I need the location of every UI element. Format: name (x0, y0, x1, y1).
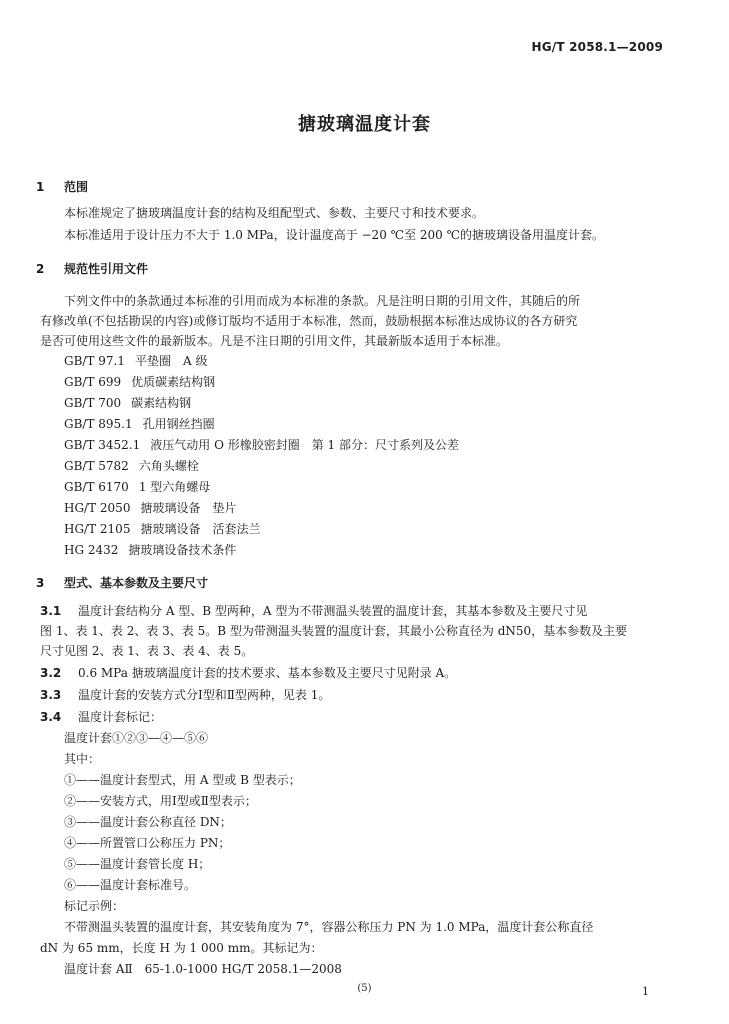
reference-item: GB/T 699 优质碳素结构钢 (64, 375, 216, 389)
normative-para-line-1: 下列文件中的条款通过本标准的引用而成为本标准的条款。凡是注明日期的引用文件，其随后的所 (64, 294, 581, 308)
marking-item: ②——安装方式，用Ⅰ型或Ⅱ型表示； (64, 794, 257, 808)
section-1-heading: 1 范围 (36, 180, 89, 194)
reference-item: HG/T 2105 搪玻璃设备 活套法兰 (64, 522, 261, 536)
reference-item: GB/T 5782 六角头螺栓 (64, 459, 199, 473)
clause-3-4: 3.4 温度计套标记： (40, 710, 163, 724)
marking-item: ④——所置管口公称压力 PN； (64, 836, 231, 850)
reference-item: HG 2432 搪玻璃设备技术条件 (64, 543, 237, 557)
marking-item: ⑥——温度计套标准号。 (64, 878, 197, 892)
marking-item: ⑤——温度计套管长度 H； (64, 857, 211, 871)
reference-item: GB/T 895.1 孔用钢丝挡圈 (64, 417, 215, 431)
footer-sheet-number: (5) (357, 983, 372, 994)
marking-where: 其中： (64, 752, 101, 766)
reference-item: GB/T 97.1 平垫圈 A 级 (64, 354, 208, 368)
standard-code: HG/T 2058.1—2009 (531, 40, 663, 54)
clause-3-1-line-1: 3.1 温度计套结构分 A 型、B 型两种，A 型为不带测温头装置的温度计套，其基本参数及主要尺寸见 (40, 604, 588, 618)
marking-item: ③——温度计套公称直径 DN； (64, 815, 232, 829)
clause-3-2: 3.2 0.6 MPa 搪玻璃温度计套的技术要求、基本参数及主要尺寸见附录 A。 (40, 666, 457, 680)
marking-example-label: 标记示例： (64, 899, 125, 913)
clause-3-3: 3.3 温度计套的安装方式分Ⅰ型和Ⅱ型两种，见表 1。 (40, 688, 331, 702)
scope-line-1: 本标准规定了搪玻璃温度计套的结构及组配型式、参数、主要尺寸和技术要求。 (64, 206, 485, 220)
marking-item: ①——温度计套型式，用 A 型或 B 型表示； (64, 773, 301, 787)
scope-line-2: 本标准适用于设计压力不大于 1.0 MPa，设计温度高于 −20 ℃至 200 ℃的搪玻璃设备用温度计套。 (64, 228, 605, 242)
normative-para-line-2: 有修改单(不包括勘误的内容)或修订版均不适用于本标准，然而，鼓励根据本标准达成协议的各方研究 (40, 314, 578, 328)
reference-item: HG/T 2050 搪玻璃设备 垫片 (64, 501, 237, 515)
example-marking: 温度计套 AⅡ 65-1.0-1000 HG/T 2058.1—2008 (64, 962, 342, 976)
example-line-1: 不带测温头装置的温度计套，其安装角度为 7°，容器公称压力 PN 为 1.0 MPa，温度计套公称直径 (64, 920, 594, 934)
clause-3-1-line-2: 图 1、表 1、表 2、表 3、表 5。B 型为带测温头装置的温度计套，其最小公称直径为 dN50，基本参数及主要 (40, 624, 628, 638)
page-title: 搪玻璃温度计套 (298, 114, 431, 135)
section-3-heading: 3 型式、基本参数及主要尺寸 (36, 576, 209, 590)
section-2-heading: 2 规范性引用文件 (36, 262, 149, 276)
marking-format: 温度计套①②③—④—⑤⑥ (64, 731, 209, 745)
reference-item: GB/T 700 碳素结构钢 (64, 396, 192, 410)
clause-3-1-line-3: 尺寸见图 2、表 1、表 3、表 4、表 5。 (40, 644, 254, 658)
reference-item: GB/T 6170 1 型六角螺母 (64, 480, 211, 494)
reference-item: GB/T 3452.1 液压气动用 O 形橡胶密封圈 第 1 部分：尺寸系列及公差 (64, 438, 459, 452)
normative-para-line-3: 是否可使用这些文件的最新版本。凡是不注日期的引用文件，其最新版本适用于本标准。 (40, 334, 509, 348)
example-line-2: dN 为 65 mm，长度 H 为 1 000 mm。其标记为： (40, 941, 323, 955)
page-number: 1 (642, 985, 649, 998)
